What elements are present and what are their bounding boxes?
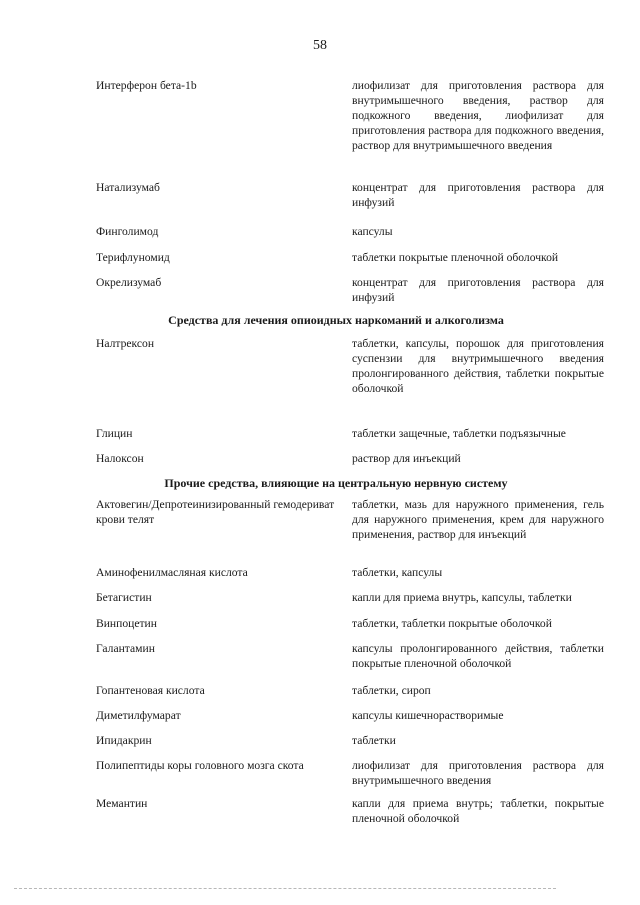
table-row: [96, 336, 604, 426]
bottom-scan-rule: [14, 888, 556, 889]
page-number: 58: [313, 38, 327, 53]
drug-name: Финголимод: [96, 225, 159, 238]
section-header: Средства для лечения опиоидных наркоманий и алкоголизма: [168, 313, 504, 327]
drug-name: Натализумаб: [96, 181, 160, 194]
dosage-form: капли для приема внутрь; таблетки, покрытые пленочной оболочкой: [352, 797, 604, 825]
table-row: [96, 683, 604, 708]
dosage-form: капсулы кишечнорастворимые: [352, 709, 504, 722]
table-row: [96, 733, 604, 758]
table-row: [96, 590, 604, 616]
table-row: [96, 758, 604, 796]
dosage-form: капсулы пролонгированного действия, таблетки покрытые пленочной оболочкой: [352, 642, 604, 670]
table-row: [96, 78, 604, 180]
table-row: [96, 616, 604, 641]
dosage-form: таблетки, капсулы, порошок для приготовления суспензии для внутримышечного введения пролонгированного действия, таблетки покрытые оболочкой: [352, 337, 604, 395]
drug-name: Глицин: [96, 427, 133, 440]
dosage-form: концентрат для приготовления раствора для инфузий: [352, 276, 604, 304]
drug-name: Налоксон: [96, 452, 144, 465]
table-row: [96, 426, 604, 451]
drug-name: Окрелизумаб: [96, 276, 162, 289]
drug-name: Диметилфумарат: [96, 709, 181, 722]
drug-name: Винпоцетин: [96, 617, 157, 630]
dosage-form: лиофилизат для приготовления раствора для внутримышечного введения: [352, 759, 604, 787]
dosage-form: таблетки, таблетки покрытые оболочкой: [352, 617, 552, 630]
dosage-form: концентрат для приготовления раствора для инфузий: [352, 181, 604, 209]
drug-name: Полипептиды коры головного мозга скота: [96, 759, 304, 772]
table-row: [96, 708, 604, 733]
table-row: [96, 497, 604, 565]
dosage-form: таблетки: [352, 734, 396, 747]
table-row: [96, 451, 604, 476]
dosage-form: таблетки покрытые пленочной оболочкой: [352, 251, 559, 264]
drug-name: Актовегин/Депротеинизированный гемодериват крови телят: [96, 498, 335, 526]
table-row: [96, 180, 604, 224]
section-header-row: [96, 313, 604, 336]
dosage-form: таблетки, мазь для наружного применения, гель для наружного применения, крем для наружного применения, раствор для инъекций: [352, 498, 604, 541]
table-row: [96, 796, 604, 828]
table-row: [96, 224, 604, 250]
drug-name: Интерферон бета-1b: [96, 79, 197, 92]
dosage-form: таблетки, капсулы: [352, 566, 443, 579]
dosage-form: лиофилизат для приготовления раствора для внутримышечного введения, раствор для подкожного введения, лиофилизат для приготовления раствора для подкожного введения, раствор для внутримышечного введения: [352, 79, 604, 152]
drug-name: Терифлуномид: [96, 251, 170, 264]
drug-name: Гопантеновая кислота: [96, 684, 205, 697]
table-row: [96, 641, 604, 683]
dosage-form: таблетки защечные, таблетки подъязычные: [352, 427, 566, 440]
drug-name: Ипидакрин: [96, 734, 152, 747]
table-row: [96, 250, 604, 275]
dosage-form: таблетки, сироп: [352, 684, 431, 697]
drug-name: Аминофенилмасляная кислота: [96, 566, 248, 579]
drug-table: [96, 78, 604, 828]
drug-name: Налтрексон: [96, 337, 155, 350]
table-row: [96, 565, 604, 590]
section-header: Прочие средства, влияющие на центральную нервную систему: [164, 476, 508, 490]
drug-name: Мемантин: [96, 797, 148, 810]
drug-name: Бетагистин: [96, 591, 152, 604]
section-header-row: [96, 476, 604, 497]
table-row: [96, 275, 604, 313]
dosage-form: капсулы: [352, 225, 393, 238]
drug-name: Галантамин: [96, 642, 155, 655]
dosage-form: раствор для инъекций: [352, 452, 461, 465]
dosage-form: капли для приема внутрь, капсулы, таблетки: [352, 591, 572, 604]
